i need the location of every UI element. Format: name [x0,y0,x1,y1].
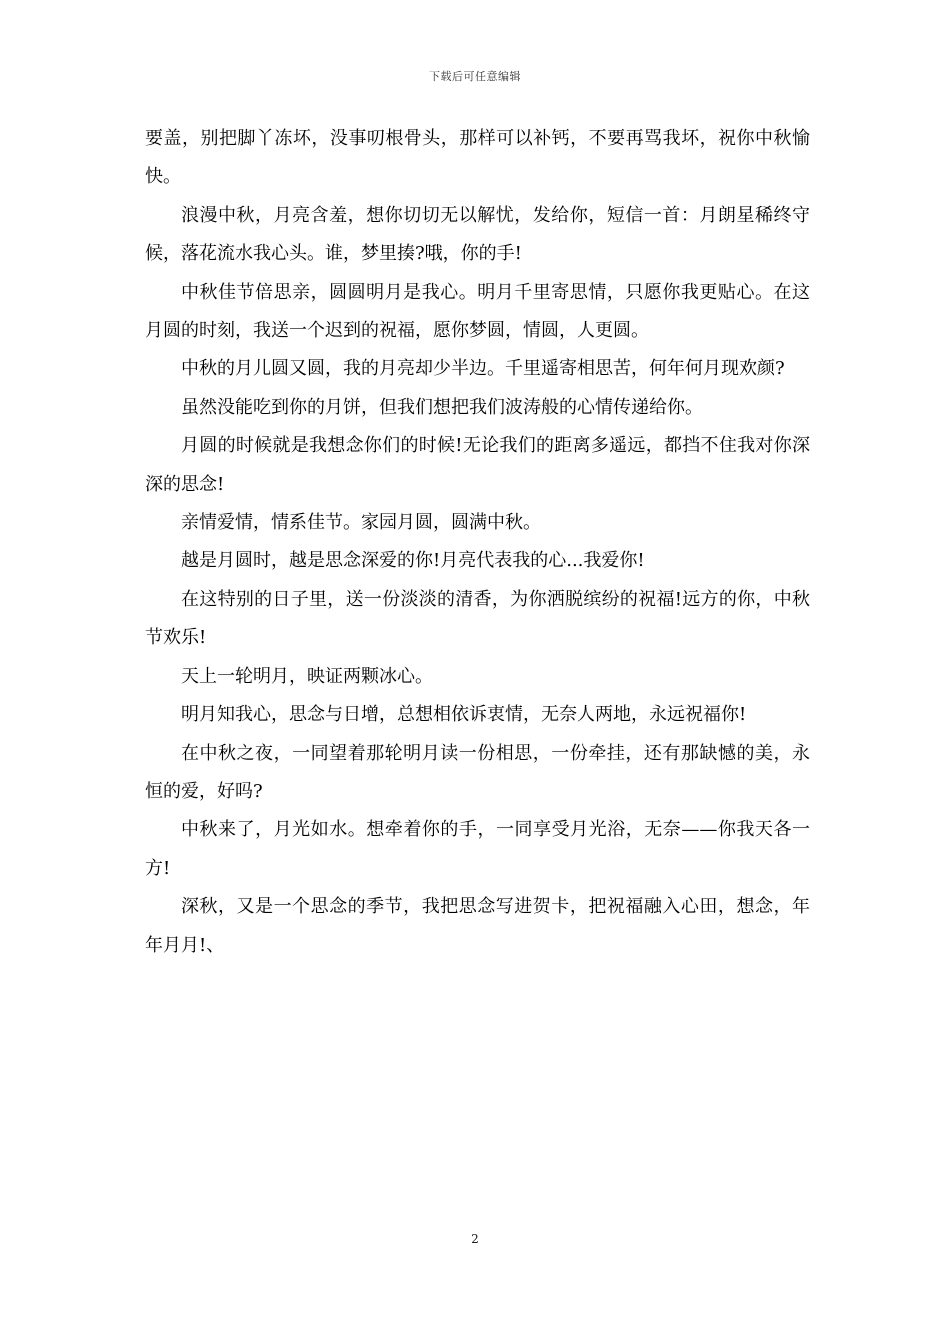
document-body [145,120,810,965]
paragraph: 中秋佳节倍思亲，圆圆明月是我心。明月千里寄思情，只愿你我更贴心。在这月圆的时刻，我送一个迟到的祝福，愿你梦圆，情圆，人更圆。 [145,281,810,342]
page-number: 2 [471,1232,479,1246]
paragraph: 天上一轮明月，映证两颗冰心。 [181,665,433,687]
paragraph: 月圆的时候就是我想念你们的时候!无论我们的距离多遥远，都挡不住我对你深深的思念! [145,435,810,495]
paragraph: 亲情爱情，情系佳节。家园月圆，圆满中秋。 [181,512,541,534]
paragraph: 浪漫中秋，月亮含羞，想你切切无以解忧，发给你，短信一首：月朗星稀终守候，落花流水我心头。谁，梦里揍?哦，你的手! [145,204,810,265]
paragraph: 中秋的月儿圆又圆，我的月亮却少半边。千里遥寄相思苦，何年何月现欢颜? [181,358,785,380]
paragraph: 中秋来了，月光如水。想牵着你的手，一同享受月光浴，无奈——你我天各一方! [145,819,810,879]
paragraph: 明月知我心，思念与日增，总想相依诉衷情，无奈人两地，永远祝福你! [181,704,747,726]
paragraph: 深秋，又是一个思念的季节，我把思念写进贺卡，把祝福融入心田，想念，年年月月!、 [145,896,810,956]
page-header: 下载后可任意编辑 [429,70,521,83]
paragraph: 在这特别的日子里，送一份淡淡的清香，为你洒脱缤纷的祝福!远方的你，中秋节欢乐! [145,588,810,649]
paragraph: 虽然没能吃到你的月饼，但我们想把我们波涛般的心情传递给你。 [181,396,703,418]
paragraph: 在中秋之夜，一同望着那轮明月读一份相思，一份牵挂，还有那缺憾的美，永恒的爱，好吗? [145,742,810,802]
paragraph: 要盖，别把脚丫冻坏，没事叨根骨头，那样可以补钙，不要再骂我坏，祝你中秋愉快。 [145,128,810,188]
paragraph: 越是月圆时，越是思念深爱的你!月亮代表我的心...我爱你! [181,550,645,572]
